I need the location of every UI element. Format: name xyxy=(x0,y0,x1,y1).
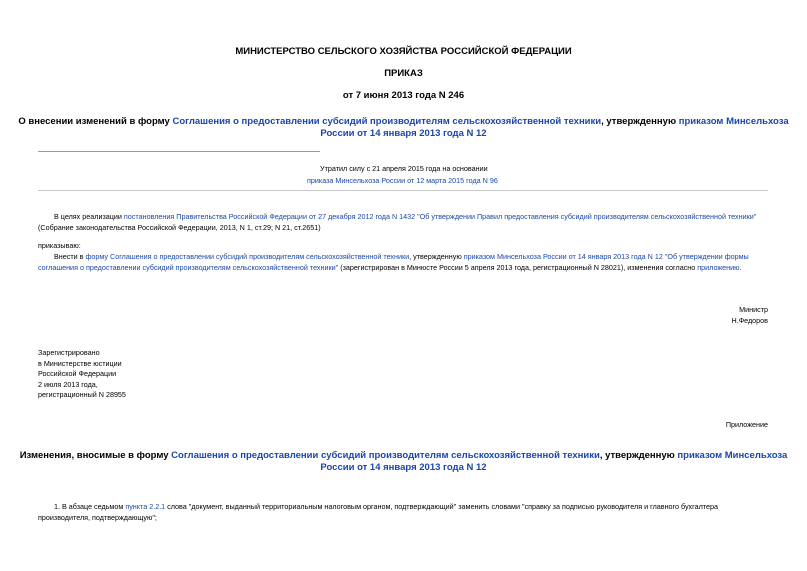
change-1-text: слова "документ, выданный территориальным налоговым органом, подтверждающий" заменить словами "справку за подписью руководителя и главного бухгалтера xyxy=(165,502,719,511)
registration-line: регистрационный N 28955 xyxy=(38,390,126,399)
registration-line: в Министерстве юстиции xyxy=(38,358,122,368)
preamble-source: (Собрание законодательства Российской Федерации, 2013, N 1, ст.29; N 21, ст.2651) xyxy=(38,222,321,232)
agreement-form-link[interactable]: форму Соглашения о предоставлении субсидий производителям сельскохозяйственной техники xyxy=(85,252,410,261)
title-middle: , утвержденную xyxy=(601,116,679,127)
appendix-title-link-order-line1[interactable]: приказом Минсельхоза xyxy=(677,450,788,461)
ministry-order-link-line2[interactable]: соглашения о предоставлении субсидий производителям сельскохозяйственной техники" xyxy=(38,262,339,272)
preamble-prefix: В целях реализации xyxy=(54,212,124,221)
ministry-order-link-line1[interactable]: приказом Минсельхоза России от 14 января 2013 года N 12 "Об утверждении формы xyxy=(463,252,749,261)
order-word: приказываю: xyxy=(38,241,81,250)
government-decree-link[interactable]: постановления Правительства Российской Федерации от 27 декабря 2012 года N 1432 "Об утверждении Правил предоставления субсидий производителям сельскохозяйственной техники" xyxy=(123,212,757,221)
change-item-1 xyxy=(38,502,778,523)
doc-date-number: от 7 июня 2013 года N 246 xyxy=(342,90,465,101)
ministry-heading: МИНИСТЕРСТВО СЕЛЬСКОГО ХОЗЯЙСТВА РОССИЙСКОЙ ФЕДЕРАЦИИ xyxy=(235,46,572,57)
signatory-name: Н.Федоров xyxy=(731,315,768,325)
document-title xyxy=(0,116,807,140)
title-link-agreement-form[interactable]: Соглашения о предоставлении субсидий производителям сельскохозяйственной техники xyxy=(172,116,602,127)
appendix-label: Приложение xyxy=(725,420,768,429)
change-1-text-cont: производителя, подтверждающую"; xyxy=(38,512,157,522)
registration-line: Российской Федерации xyxy=(38,369,117,378)
registration-line: Зарегистрировано xyxy=(38,348,100,357)
appendix-link[interactable]: приложению xyxy=(697,262,740,272)
preamble-paragraph xyxy=(38,212,778,233)
separator-long xyxy=(38,190,768,191)
order-mid1: , утвержденную xyxy=(409,252,464,261)
registration-line: 2 июля 2013 года, xyxy=(38,379,98,389)
order-paragraph xyxy=(38,252,778,273)
signature-block xyxy=(732,305,769,326)
appendix-title xyxy=(0,450,807,474)
signatory-position: Министр xyxy=(739,305,768,314)
doc-type-heading: ПРИКАЗ xyxy=(384,68,423,79)
registration-block xyxy=(38,348,126,401)
order-prefix: Внести в xyxy=(54,252,86,261)
separator-short xyxy=(38,151,320,152)
clause-2-2-1-link[interactable]: пункта 2.2.1 xyxy=(125,502,166,511)
title-prefix: О внесении изменений в форму xyxy=(18,116,173,127)
order-end: . xyxy=(739,262,742,272)
appendix-title-link-agreement[interactable]: Соглашения о предоставлении субсидий производителям сельскохозяйственной техники xyxy=(171,450,600,461)
appendix-title-prefix: Изменения, вносимые в форму xyxy=(19,450,172,461)
appendix-title-middle: , утвержденную xyxy=(599,450,678,461)
status-line: Утратил силу с 21 апреля 2015 года на основании xyxy=(320,164,488,173)
status-repeal-link[interactable]: приказа Минсельхоза России от 12 марта 2015 года N 96 xyxy=(307,176,498,185)
appendix-title-link-order-line2[interactable]: России от 14 января 2013 года N 12 xyxy=(320,462,487,473)
change-1-prefix: 1. В абзаце седьмом xyxy=(54,502,126,511)
title-link-order-line2[interactable]: России от 14 января 2013 года N 12 xyxy=(320,128,487,139)
order-mid2: (зарегистрирован в Минюсте России 5 апреля 2013 года, регистрационный N 28021), изменения согласно xyxy=(338,262,698,272)
title-link-order-line1[interactable]: приказом Минсельхоза xyxy=(678,116,789,127)
